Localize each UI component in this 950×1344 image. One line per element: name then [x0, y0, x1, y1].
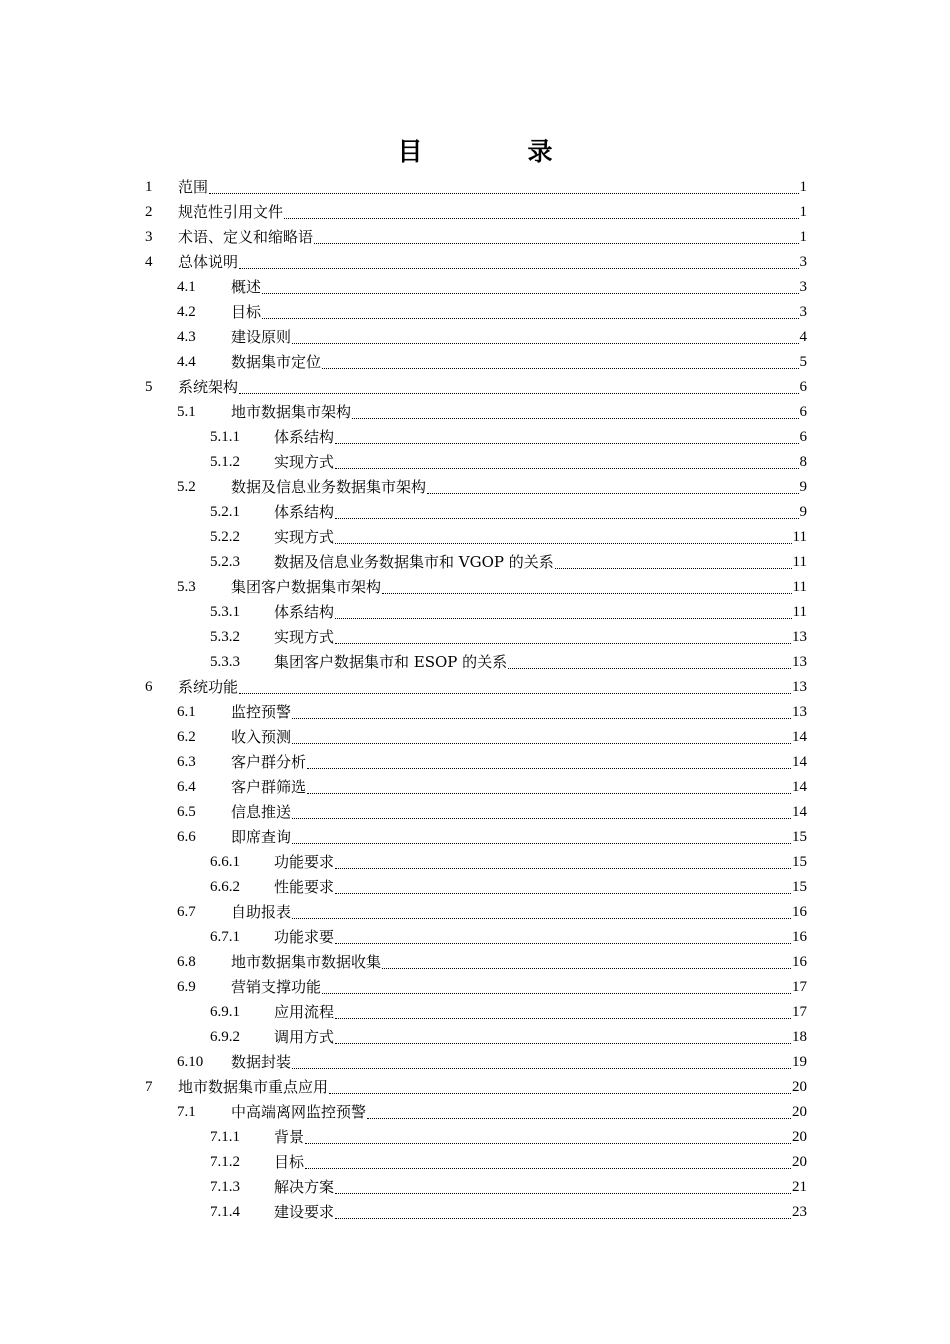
- toc-dot-leader: [262, 316, 798, 319]
- toc-entry-number: 4: [145, 254, 153, 270]
- toc-entry-label: 总体说明: [178, 253, 239, 271]
- toc-entry-label: 系统功能: [178, 678, 239, 696]
- toc-entry-page-number: 6: [799, 429, 807, 445]
- toc-dot-leader: [239, 266, 798, 269]
- toc-entry-page-number: 1: [799, 204, 807, 220]
- toc-entry-label: 实现方式: [274, 528, 335, 546]
- toc-entry-page-number: 6: [799, 404, 807, 420]
- toc-entry-number: 6.5: [177, 804, 196, 820]
- toc-entry[interactable]: [145, 1075, 807, 1100]
- toc-entry-page-number: 3: [799, 279, 807, 295]
- toc-entry[interactable]: [145, 800, 807, 825]
- toc-entry-label: 数据及信息业务数据集市架构: [231, 478, 427, 496]
- toc-entry-label: 解决方案: [274, 1178, 335, 1196]
- toc-entry-page-number: 11: [792, 579, 807, 595]
- toc-dot-leader: [335, 941, 791, 944]
- toc-entry[interactable]: [145, 925, 807, 950]
- toc-entry-number: 6.6.2: [210, 879, 240, 895]
- toc-entry-page-number: 13: [792, 679, 807, 695]
- toc-entry[interactable]: [145, 950, 807, 975]
- toc-dot-leader: [335, 866, 791, 869]
- toc-dot-leader: [322, 366, 798, 369]
- toc-entry-page-number: 11: [792, 554, 807, 570]
- toc-entry-page-number: 15: [792, 879, 807, 895]
- toc-entry-label: 建设原则: [231, 328, 292, 346]
- toc-entry-page-number: 15: [792, 829, 807, 845]
- toc-entry-number: 1: [145, 179, 153, 195]
- toc-entry-number: 3: [145, 229, 153, 245]
- toc-entry-page-number: 11: [792, 604, 807, 620]
- toc-entry-number: 6.4: [177, 779, 196, 795]
- toc-entry-label: 目标: [231, 303, 262, 321]
- toc-entry-label: 术语、定义和缩略语: [178, 228, 314, 246]
- toc-entry-number: 4.4: [177, 354, 196, 370]
- toc-dot-leader: [335, 616, 792, 619]
- toc-entry-page-number: 1: [799, 229, 807, 245]
- toc-dot-leader: [335, 1191, 791, 1194]
- toc-entry-page-number: 14: [792, 729, 807, 745]
- toc-dot-leader: [239, 391, 798, 394]
- toc-entry-page-number: 13: [792, 629, 807, 645]
- toc-entry-label: 目标: [274, 1153, 305, 1171]
- toc-entry[interactable]: [145, 250, 807, 275]
- toc-entry-number: 6.9.2: [210, 1029, 240, 1045]
- toc-entry-page-number: 20: [792, 1104, 807, 1120]
- toc-entry-number: 7.1.1: [210, 1129, 240, 1145]
- toc-entry-number: 6.1: [177, 704, 196, 720]
- toc-entry-label: 范围: [178, 178, 209, 196]
- toc-entry-page-number: 13: [792, 654, 807, 670]
- toc-entry[interactable]: [145, 900, 807, 925]
- toc-entry-label: 功能求要: [274, 928, 335, 946]
- toc-entry[interactable]: [145, 325, 807, 350]
- toc-entry-page-number: 14: [792, 779, 807, 795]
- toc-entry-number: 2: [145, 204, 153, 220]
- toc-entry[interactable]: [145, 1000, 807, 1025]
- toc-entry-page-number: 20: [792, 1129, 807, 1145]
- toc-entry-number: 7.1: [177, 1104, 196, 1120]
- toc-entry[interactable]: [145, 1025, 807, 1050]
- toc-dot-leader: [292, 1066, 791, 1069]
- toc-dot-leader: [335, 1041, 791, 1044]
- toc-entry-number: 6.6.1: [210, 854, 240, 870]
- toc-entry[interactable]: [145, 425, 807, 450]
- toc-entry-label: 应用流程: [274, 1003, 335, 1021]
- toc-entry[interactable]: [145, 775, 807, 800]
- toc-entry-label: 信息推送: [231, 803, 292, 821]
- toc-entry-number: 5.3: [177, 579, 196, 595]
- toc-entry-label: 数据及信息业务数据集市和 VGOP 的关系: [274, 553, 554, 571]
- toc-entry-label: 数据封装: [231, 1053, 292, 1071]
- toc-dot-leader: [314, 241, 798, 244]
- toc-entry-label: 即席查询: [231, 828, 292, 846]
- toc-entry[interactable]: [145, 975, 807, 1000]
- toc-entry-label: 监控预警: [231, 703, 292, 721]
- toc-entry-number: 6.6: [177, 829, 196, 845]
- toc-entry-number: 6: [145, 679, 153, 695]
- toc-entry-number: 5.2.3: [210, 554, 240, 570]
- toc-entry-label: 体系结构: [274, 428, 335, 446]
- toc-entry[interactable]: [145, 350, 807, 375]
- toc-entry-page-number: 6: [799, 379, 807, 395]
- toc-entry-label: 集团客户数据集市和 ESOP 的关系: [274, 653, 508, 671]
- toc-entry-number: 5.2.2: [210, 529, 240, 545]
- toc-entry-label: 客户群分析: [231, 753, 307, 771]
- toc-entry-label: 体系结构: [274, 603, 335, 621]
- toc-entry-label: 客户群筛选: [231, 778, 307, 796]
- toc-entry-number: 6.9.1: [210, 1004, 240, 1020]
- toc-entry-page-number: 9: [799, 479, 807, 495]
- toc-entry-page-number: 16: [792, 904, 807, 920]
- toc-entry-number: 4.3: [177, 329, 196, 345]
- toc-dot-leader: [335, 516, 798, 519]
- toc-entry-page-number: 1: [799, 179, 807, 195]
- toc-entry-page-number: 17: [792, 979, 807, 995]
- toc-entry[interactable]: [145, 625, 807, 650]
- toc-entry[interactable]: [145, 600, 807, 625]
- toc-entry-page-number: 20: [792, 1154, 807, 1170]
- toc-entry[interactable]: [145, 450, 807, 475]
- toc-dot-leader: [305, 1141, 791, 1144]
- toc-entry-number: 5.1.2: [210, 454, 240, 470]
- toc-entry-number: 5.3.3: [210, 654, 240, 670]
- toc-dot-leader: [367, 1116, 791, 1119]
- toc-entry-page-number: 3: [799, 254, 807, 270]
- toc-entry-page-number: 14: [792, 754, 807, 770]
- toc-entry-number: 5.3.2: [210, 629, 240, 645]
- toc-dot-leader: [427, 491, 798, 494]
- toc-entry-number: 5.2.1: [210, 504, 240, 520]
- toc-dot-leader: [292, 816, 791, 819]
- toc-entry[interactable]: [145, 700, 807, 725]
- toc-entry-label: 数据集市定位: [231, 353, 322, 371]
- toc-dot-leader: [292, 916, 791, 919]
- toc-dot-leader: [262, 291, 798, 294]
- toc-entry-number: 7.1.3: [210, 1179, 240, 1195]
- toc-dot-leader: [508, 666, 791, 669]
- toc-entry-number: 6.2: [177, 729, 196, 745]
- toc-entry[interactable]: [145, 475, 807, 500]
- toc-entry-label: 地市数据集市重点应用: [178, 1078, 329, 1096]
- toc-dot-leader: [329, 1091, 791, 1094]
- toc-entry[interactable]: [145, 200, 807, 225]
- toc-entry[interactable]: [145, 375, 807, 400]
- toc-dot-leader: [382, 966, 791, 969]
- toc-dot-leader: [284, 216, 798, 219]
- toc-entry-number: 6.10: [177, 1054, 204, 1070]
- toc-entry[interactable]: [145, 1100, 807, 1125]
- toc-entry-number: 6.7.1: [210, 929, 240, 945]
- toc-entry-number: 6.9: [177, 979, 196, 995]
- toc-entry-label: 集团客户数据集市架构: [231, 578, 382, 596]
- toc-entry-label: 自助报表: [231, 903, 292, 921]
- toc-dot-leader: [555, 566, 792, 569]
- toc-entry-page-number: 4: [799, 329, 807, 345]
- toc-entry-label: 背景: [274, 1128, 305, 1146]
- toc-dot-leader: [335, 1216, 791, 1219]
- toc-entry[interactable]: [145, 1150, 807, 1175]
- toc-dot-leader: [307, 766, 791, 769]
- toc-entry-page-number: 23: [792, 1204, 807, 1220]
- toc-entry-number: 5: [145, 379, 153, 395]
- toc-dot-leader: [292, 741, 791, 744]
- toc-entry-label: 调用方式: [274, 1028, 335, 1046]
- toc-entry[interactable]: [145, 525, 807, 550]
- toc-entry-page-number: 17: [792, 1004, 807, 1020]
- toc-entry-label: 体系结构: [274, 503, 335, 521]
- toc-entry-number: 5.1: [177, 404, 196, 420]
- toc-entry-page-number: 5: [799, 354, 807, 370]
- toc-entry[interactable]: [145, 1175, 807, 1200]
- toc-entry-page-number: 18: [792, 1029, 807, 1045]
- toc-entry[interactable]: [145, 750, 807, 775]
- toc-entry-page-number: 14: [792, 804, 807, 820]
- toc-dot-leader: [382, 591, 792, 594]
- toc-dot-leader: [209, 191, 798, 194]
- toc-entry[interactable]: [145, 650, 807, 675]
- toc-entry-page-number: 19: [792, 1054, 807, 1070]
- toc-dot-leader: [335, 891, 791, 894]
- toc-entry[interactable]: [145, 500, 807, 525]
- toc-title: 目 录: [397, 137, 593, 166]
- toc-entry[interactable]: [145, 175, 807, 200]
- toc-entry-label: 性能要求: [274, 878, 335, 896]
- toc-entry-label: 系统架构: [178, 378, 239, 396]
- toc-entry-label: 中高端离网监控预警: [231, 1103, 367, 1121]
- toc-dot-leader: [292, 341, 798, 344]
- toc-entry-page-number: 20: [792, 1079, 807, 1095]
- toc-entry-label: 实现方式: [274, 453, 335, 471]
- toc-entry-number: 5.1.1: [210, 429, 240, 445]
- toc-entry[interactable]: [145, 225, 807, 250]
- toc-entry-number: 6.3: [177, 754, 196, 770]
- toc-entry-number: 4.1: [177, 279, 196, 295]
- toc-entry[interactable]: [145, 725, 807, 750]
- toc-entry[interactable]: [145, 1050, 807, 1075]
- toc-list: [145, 175, 807, 1225]
- toc-entry-number: 6.8: [177, 954, 196, 970]
- toc-dot-leader: [335, 1016, 791, 1019]
- toc-dot-leader: [239, 691, 791, 694]
- toc-dot-leader: [292, 841, 791, 844]
- toc-entry-number: 7: [145, 1079, 153, 1095]
- toc-entry-page-number: 9: [799, 504, 807, 520]
- toc-entry[interactable]: [145, 850, 807, 875]
- toc-dot-leader: [352, 416, 798, 419]
- toc-entry-label: 建设要求: [274, 1203, 335, 1221]
- toc-entry-label: 规范性引用文件: [178, 203, 284, 221]
- toc-entry-number: 6.7: [177, 904, 196, 920]
- toc-dot-leader: [322, 991, 791, 994]
- toc-entry-page-number: 13: [792, 704, 807, 720]
- toc-entry[interactable]: [145, 1125, 807, 1150]
- toc-entry-page-number: 11: [792, 529, 807, 545]
- toc-entry[interactable]: [145, 550, 807, 575]
- toc-entry-page-number: 16: [792, 954, 807, 970]
- toc-entry-page-number: 15: [792, 854, 807, 870]
- toc-entry[interactable]: [145, 400, 807, 425]
- toc-entry-number: 4.2: [177, 304, 196, 320]
- toc-entry-page-number: 8: [799, 454, 807, 470]
- toc-entry-number: 7.1.2: [210, 1154, 240, 1170]
- toc-entry-label: 地市数据集市架构: [231, 403, 352, 421]
- toc-entry-label: 概述: [231, 278, 262, 296]
- toc-entry-label: 收入预测: [231, 728, 292, 746]
- toc-entry[interactable]: [145, 275, 807, 300]
- toc-entry-page-number: 3: [799, 304, 807, 320]
- toc-dot-leader: [335, 466, 798, 469]
- toc-entry-page-number: 16: [792, 929, 807, 945]
- toc-entry-label: 功能要求: [274, 853, 335, 871]
- toc-dot-leader: [292, 716, 791, 719]
- toc-entry[interactable]: [145, 575, 807, 600]
- toc-entry[interactable]: [145, 875, 807, 900]
- toc-entry[interactable]: [145, 300, 807, 325]
- toc-entry-label: 实现方式: [274, 628, 335, 646]
- toc-entry[interactable]: [145, 1200, 807, 1225]
- toc-entry-label: 地市数据集市数据收集: [231, 953, 382, 971]
- toc-entry-number: 5.3.1: [210, 604, 240, 620]
- toc-entry-number: 7.1.4: [210, 1204, 240, 1220]
- toc-entry-page-number: 21: [792, 1179, 807, 1195]
- toc-entry-label: 营销支撑功能: [231, 978, 322, 996]
- toc-dot-leader: [307, 791, 791, 794]
- toc-dot-leader: [335, 641, 791, 644]
- toc-dot-leader: [335, 441, 798, 444]
- toc-entry-number: 5.2: [177, 479, 196, 495]
- toc-dot-leader: [305, 1166, 791, 1169]
- toc-entry[interactable]: [145, 825, 807, 850]
- toc-entry[interactable]: [145, 675, 807, 700]
- toc-dot-leader: [335, 541, 792, 544]
